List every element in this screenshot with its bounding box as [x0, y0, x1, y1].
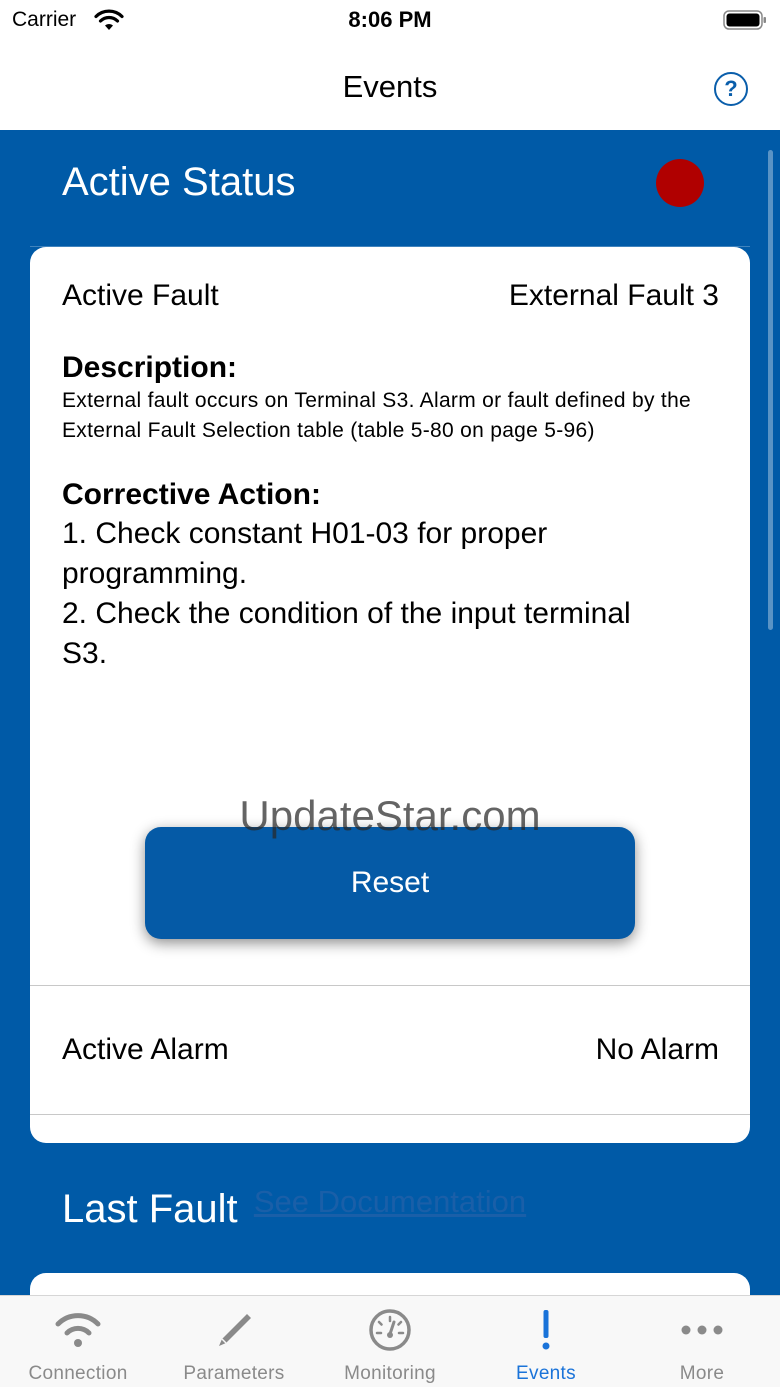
active-alarm-value: No Alarm [595, 1033, 719, 1066]
active-status-title: Active Status [62, 160, 296, 204]
active-fault-value: External Fault 3 [508, 279, 719, 312]
status-time: 8:06 PM [348, 7, 432, 32]
pencil-icon [214, 1310, 254, 1350]
tab-label: More [679, 1363, 725, 1384]
corrective-action-text [62, 514, 662, 674]
card-divider [30, 1114, 750, 1115]
watermark: UpdateStar.com [239, 792, 541, 839]
exclamation-icon [539, 1308, 553, 1352]
description-text: External fault occurs on Terminal S3. Alarm or fault defined by the External Fault Selection table (table 5-80 on page 5-96) [62, 389, 692, 442]
card-divider [30, 985, 750, 986]
carrier-label: Carrier [12, 8, 77, 31]
tab-label: Connection [28, 1363, 128, 1384]
last-fault-card [30, 1273, 750, 1295]
tab-parameters[interactable] [156, 1296, 312, 1387]
active-alarm-label: Active Alarm [62, 1033, 229, 1066]
page-title: Events [342, 69, 438, 104]
tab-connection[interactable] [0, 1296, 156, 1387]
events-content[interactable] [0, 130, 780, 1295]
status-indicator-dot [656, 159, 704, 207]
battery-icon [723, 10, 767, 30]
corrective-step-1: 1. Check constant H01-03 for proper programming. [62, 517, 548, 590]
corrective-step-2: 2. Check the condition of the input terminal S3. [62, 597, 631, 670]
gauge-icon [368, 1308, 412, 1352]
tab-bar [0, 1295, 780, 1387]
wifi-icon [53, 1312, 103, 1348]
more-dots-icon [680, 1324, 724, 1336]
last-fault-title: Last Fault [62, 1187, 238, 1231]
tab-label: Parameters [183, 1363, 285, 1384]
tab-label: Events [516, 1363, 576, 1384]
tab-events[interactable] [468, 1296, 624, 1387]
scrollbar[interactable] [768, 150, 773, 630]
tab-more[interactable] [624, 1296, 780, 1387]
tab-monitoring[interactable] [312, 1296, 468, 1387]
corrective-action-heading: Corrective Action: [62, 478, 321, 511]
see-documentation-link[interactable]: See Documentation [253, 1184, 527, 1219]
help-icon[interactable]: ? [714, 72, 748, 106]
tab-label: Monitoring [344, 1363, 436, 1384]
active-fault-label: Active Fault [62, 279, 219, 312]
description-heading: Description: [62, 351, 238, 384]
status-bar [0, 0, 780, 44]
reset-button[interactable]: Reset [145, 827, 635, 939]
navigation-bar [0, 44, 780, 130]
